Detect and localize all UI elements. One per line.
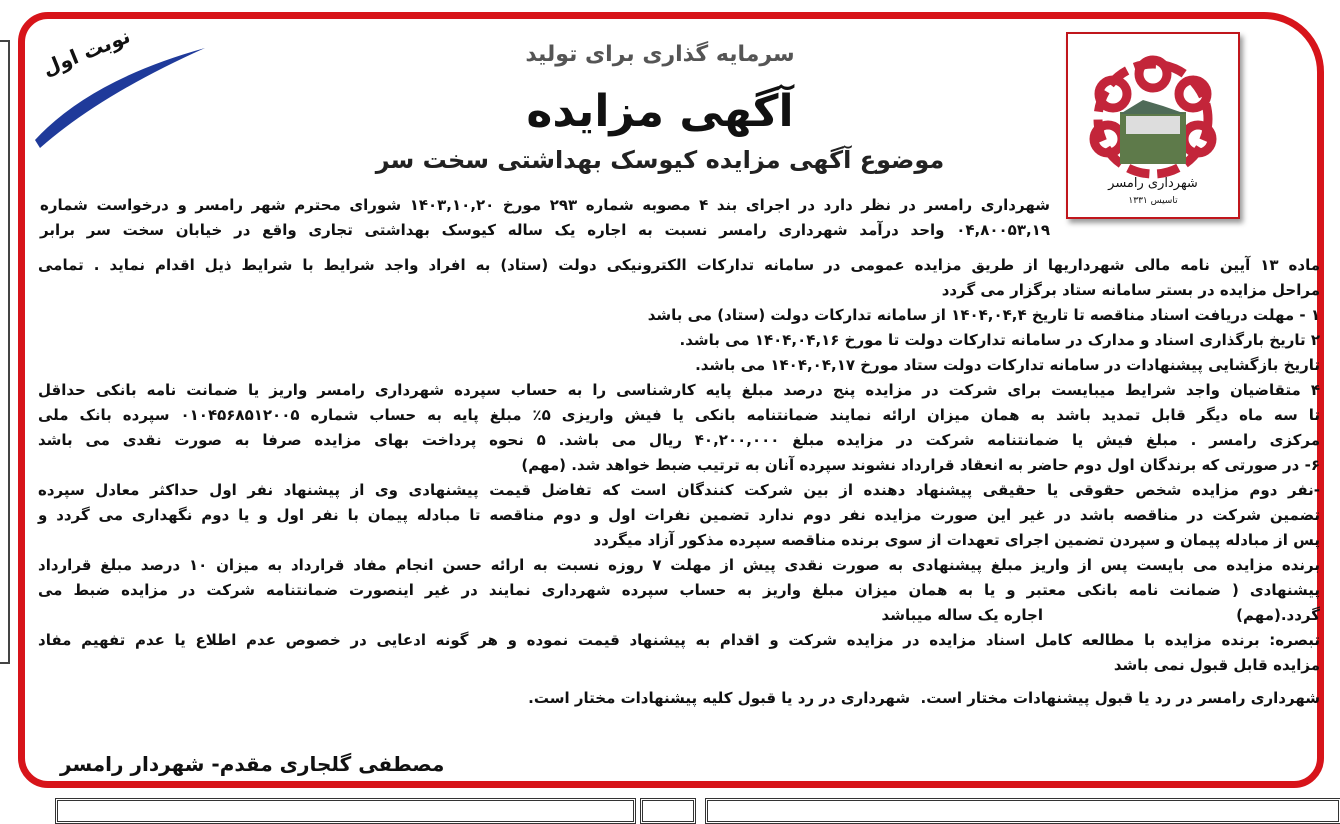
ad-body: [38, 253, 1320, 711]
intro-paragraph: [40, 193, 1050, 243]
text-line: پس از مبادله پیمان و سپردن تضمین اجرای تعهدات از سوی برنده مناقصه سپرده مذکور آزاد میگردد: [593, 531, 1320, 549]
text-line: ۴ متقاضیان واجد شرایط میبایست برای شرکت در مزایده پنج درصد مبلغ پایه کارشناسی را به حساب سپرده شهرداری رامسر واریز یا ضمانت نامه بانکی حداقل: [38, 381, 1320, 399]
text-line: شهرداری رامسر در نظر دارد در اجرای بند ۴ مصوبه شماره ۲۹۳ مورخ ۱۴۰۳,۱۰,۲۰ شورای محترم شهر رامسر و درخواست شماره: [40, 196, 1050, 214]
text-line: برنده مزایده می بایست پس از واریز مبلغ پیشنهادی به صورت نقدی پیش از مهلت ۷ روزه نسبت به ارائه حسن انجام مفاد قرارداد به میزان ۱۰ درصد مبلغ قرارداد: [38, 556, 1321, 574]
text-line: تبصره: برنده مزایده با مطالعه کامل اسناد مزایده در مزایده شرکت و اقدام به پیشنهاد قیمت نموده و هر گونه ادعایی در خصوص عدم اطلاع یا عدم تفهیم مفاد: [38, 631, 1320, 649]
text-line: شهرداری رامسر در رد یا قبول پیشنهادات مختار است. شهرداری در رد یا قبول کلیه پیشنهادات مختار است.: [528, 689, 1320, 707]
round-badge: نوبت اول: [38, 23, 134, 81]
logo-founded: تاسیس ۱۳۳۱: [1128, 196, 1178, 206]
text-line: گردد.(مهم) اجاره یک ساله میباشد: [881, 606, 1320, 624]
slogan: سرمایه گذاری برای تولید: [525, 42, 795, 67]
signature: مصطفی گلجاری مقدم- شهردار رامسر: [60, 752, 445, 776]
adjacent-ad-edge: [0, 40, 10, 664]
text-line: ۲ تاریخ بارگذاری اسناد و مدارک در سامانه تدارکات دولت تا مورخ ۱۴۰۴,۰۴,۱۶ می باشد.: [679, 331, 1320, 349]
adjacent-ad-box: [640, 798, 696, 824]
text-line: ۰۴,۸۰۰۵۳,۱۹ واحد درآمد شهرداری رامسر نسبت به اجاره یک ساله کیوسک بهداشتی تجاری واقع در خیابان سخت سر برابر: [40, 221, 1050, 239]
text-line: ۱ - مهلت دریافت اسناد مناقصه تا تاریخ ۱۴۰۴,۰۴,۴ از سامانه تدارکات دولت (ستاد) می باشد: [647, 306, 1320, 324]
text-line: تا سه ماه دیگر قابل تمدید باشد به همان میزان ارائه نمایند ضمانتنامه بانکی یا فیش واریزی ۵٪ مبلغ پایه به حساب شماره ۰۱۰۴۵۶۸۵۱۲۰۰۵ سپرده بانک ملی: [38, 406, 1320, 424]
ad-subject: موضوع آگهی مزایده کیوسک بهداشتی سخت سر: [375, 146, 945, 174]
page-title: آگهی مزایده: [526, 86, 794, 137]
text-line: پیشنهادی ( ضمانت نامه بانکی معتبر و یا به همان میزان مبلغ واریز به حساب سپرده شهرداری نمایند در غیر اینصورت ضمانتنامه شرکت در مزایده ضبط می: [38, 581, 1320, 599]
text-line: تضمین شرکت در مناقصه باشد در غیر این صورت مزایده نفر دوم ندارد تضمین نفرات اول و دوم مناقصه تا مبادله پیمان با نفر اول و یا دوم نگهداری می گردد و: [38, 506, 1320, 524]
text-line: ۶- در صورتی که برندگان اول دوم حاضر به انعقاد قرارداد نشوند سپرده آنان به ترتیب ضبط خواهد شد. (مهم): [521, 456, 1320, 474]
text-line: ماده ۱۳ آیین نامه مالی شهرداریها از طریق مزایده عمومی در سامانه تدارکات الکترونیکی دولت (ستاد) به افراد واجد شرایط با شرایط ذیل اقدام نماید . تمامی: [38, 256, 1320, 274]
adjacent-ad-box: [705, 798, 1340, 824]
text-line: مراحل مزایده در بستر سامانه ستاد برگزار می گردد: [941, 281, 1320, 299]
logo-name: شهرداری رامسر: [1108, 176, 1198, 191]
text-line: مزایده قابل قبول نمی باشد: [1113, 656, 1320, 674]
municipality-logo: [1066, 32, 1240, 219]
text-line: مرکزی رامسر . مبلغ فیش یا ضمانتنامه شرکت در مزایده مبلغ ۴۰,۲۰۰,۰۰۰ ریال می باشد. ۵ نحوه پرداخت بهای مزایده صرفا به صورت نقدی می باشد: [38, 431, 1321, 449]
text-line: -نفر دوم مزایده شخص حقوقی یا حقیقی پیشنهاد دهنده از بین شرکت کنندگان است که تفاضل قیمت پیشنهادی وی از پیشنهاد نفر اول حداکثر معادل سپرده: [38, 481, 1320, 499]
adjacent-ad-box: [55, 798, 636, 824]
text-line: تاریخ بازگشایی پیشنهادات در سامانه تدارکات دولت ستاد مورخ ۱۴۰۴,۰۴,۱۷ می باشد.: [695, 356, 1320, 374]
